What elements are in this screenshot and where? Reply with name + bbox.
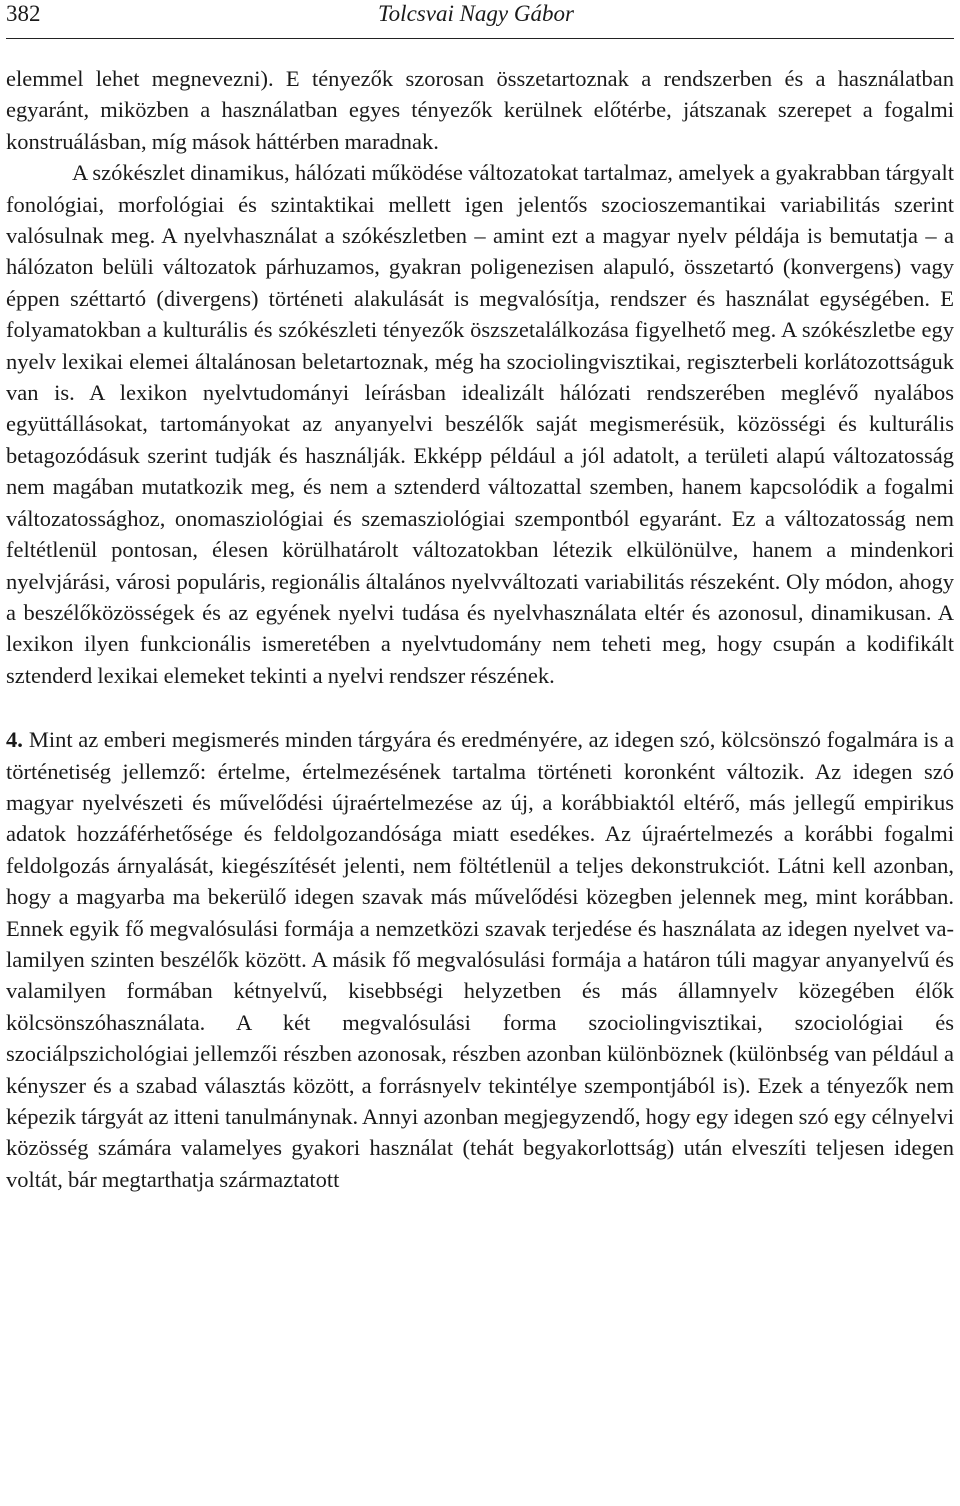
- section-gap: [6, 691, 954, 724]
- running-header: [6, 0, 954, 39]
- section-4-text: Mint az emberi megismerés minden tárgyára és eredményére, az idegen szó, kölcsönszó fogalmára is a történetiség jellemző: értelme, értelmezésének tartalma történeti koronként változik. Az idegen szó magyar nyelvészeti és művelődési újraértelmezése az új, a korábbiaktól eltérő, más jellegű empirikus adatok hozzáférhetősége és feldolgozandósága miatt esedékes. Az újraértelmezés a korábbi fogalmi feldolgozás árnyalását, kiegészítését jelenti, nem föltétlenül a teljes dekonstrukciót. Látni kell azonban, hogy a magyarba ma bekerülő idegen szavak más művelődési közegben jelennek meg, mint korábban. Ennek egyik fő megvalósulási formája a nemzetközi szavak terjedése és használata az idegen nyelvet valamilyen szinten beszélők között. A másik fő megvalósulási formája a határon túli magyar anyanyelvű és valamilyen formában kétnyelvű, kisebbségi helyzetben és más államnyelv közegében élők kölcsönszóhasználata. A két megvalósulási forma szociolingvisztikai, szociológiai és szociálpszichológiai jellemzői részben azonosak, részben azonban különböznek (különbség van például a kényszer és a szabad választás között, a forrásnyelv tekintélye szempontjából is). Ezek a tényezők nem képezik tárgyát az itteni tanulmánynak. Annyi azonban megjegyzendő, hogy egy idegen szó egy célnyelvi közösség számára valamelyes gyakori használat (tehát begyakorlottság) után elveszíti teljesen idegen voltát, bár megtarthatja származtatott: [6, 727, 954, 1192]
- document-page: [6, 0, 954, 1195]
- running-title: Tolcsvai Nagy Gábor: [378, 1, 574, 26]
- paragraph-continuation: elemmel lehet megnevezni). E tényezők szorosan összetartoznak a rendszerben és a használatban egyaránt, miközben a használatban egyes tényezők kerülnek előtérbe, játszanak szerepet a fogalmi konstruálásban, míg mások háttérben maradnak.: [6, 66, 954, 154]
- section-4-paragraph: [6, 724, 954, 1195]
- paragraph-lexicon-network: A szókészlet dinamikus, hálózati működése változatokat tartalmaz, amelyek a gyakrabban tárgyalt fonológiai, morfológiai és szintaktikai mellett igen jelentős szocioszemantikai variabilitás szerint valósulnak meg. A nyelvhasználat a szókészletben – amint ezt a magyar nyelv példája is bemutatja – a hálózaton belüli változatok párhuzamos, gyakran poligenezisen alapuló, összetartó (konvergens) vagy éppen széttartó (divergens) történeti alakulását is megvalósítja, rendszer és használat egységében. E folyamatokban a kulturális és szókészleti tényezők öszszetalálkozása figyelhető meg. A szókészletbe egy nyelv lexikai elemei általánosan beletartoznak, még ha szociolingvisztikai, regiszterbeli korlátozottságuk van is. A lexikon nyelvtudományi leírásban idealizált hálózati rendszerében meglévő nyalábos együttállásokat, tartományokat az anyanyelvi beszélők saját megismerésük, közösségi és kulturális betagozódásuk szerint tudják és használják. Ekképp például a jól adatolt, a területi alapú változatosság nem magában mutatkozik meg, és nem a sztenderd változattal szemben, hanem kapcsolódik a fogalmi változatossághoz, onomasziológiai és szemasziológiai szempontból egyaránt. Ez a változatosság nem feltétlenül pontosan, élesen körülhatárolt változatokban létezik elkülönülve, hanem a mindenkori nyelvjárási, városi populáris, regionális általános nyelvváltozati variabilitás részeként. Oly módon, ahogy a beszélőközösségek és az egyének nyelvi tudása és nyelvhasználata eltér és azonosul, dinamikusan. A lexikon ilyen funkcionális ismeretében a nyelvtudomány nem teheti meg, hogy csupán a kodifikált sztenderd lexikai elemeket tekinti a nyelvi rendszer részének.: [6, 160, 954, 688]
- page-number: 382: [6, 1, 41, 26]
- section-number: 4.: [6, 727, 23, 753]
